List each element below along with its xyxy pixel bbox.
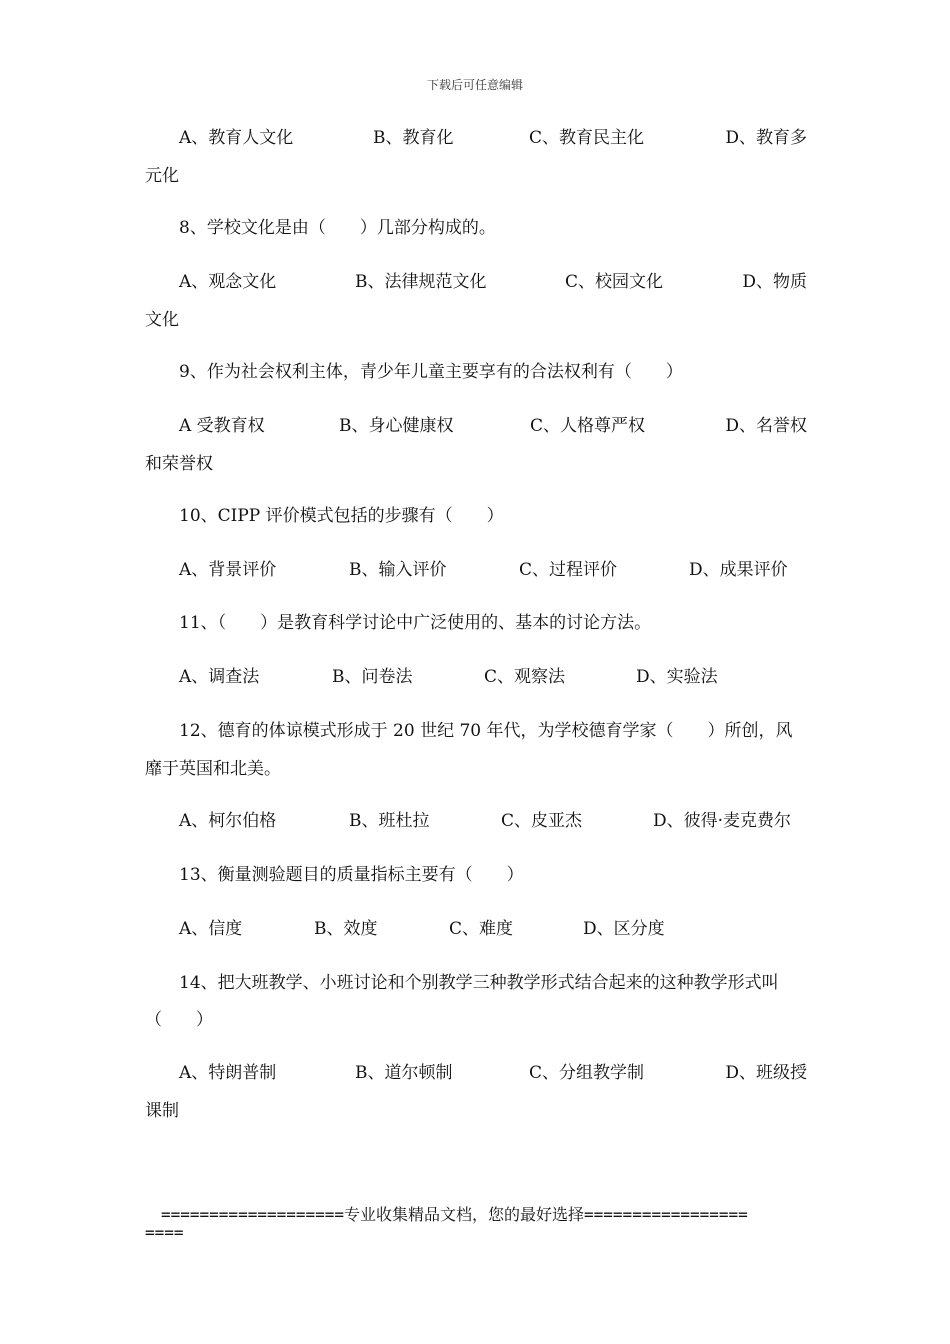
q12-option-d: D、彼得·麦克费尔 — [653, 811, 792, 831]
q10-option-d: D、成果评价 — [689, 560, 788, 580]
q9-options — [145, 414, 807, 438]
q11-option-a: A、调查法 — [179, 667, 260, 687]
q7-continuation: 元化 — [145, 166, 179, 186]
q12-option-c: C、皮亚杰 — [501, 811, 583, 831]
q9-option-d: D、名誉权 — [725, 416, 807, 436]
q14-option-d: D、班级授 — [725, 1063, 807, 1083]
q13-option-c: C、难度 — [449, 919, 514, 939]
q11-stem: 11、（ ）是教育科学讨论中广泛使用的、基本的讨论方法。 — [179, 613, 652, 633]
q11-option-d: D、实验法 — [636, 667, 718, 687]
q14-option-c: C、分组教学制 — [529, 1063, 645, 1083]
q11-option-c: C、观察法 — [484, 667, 566, 687]
q8-stem: 8、学校文化是由（ ）几部分构成的。 — [179, 218, 496, 238]
q13-option-b: B、效度 — [314, 919, 378, 939]
q10-stem: 10、CIPP 评价模式包括的步骤有（ ） — [179, 506, 504, 526]
page-footer — [145, 1206, 807, 1242]
q13-option-a: A、信度 — [179, 919, 243, 939]
q7-options — [145, 126, 807, 150]
q10-option-b: B、输入评价 — [349, 560, 447, 580]
q14-continuation: 课制 — [145, 1101, 179, 1121]
q14-option-b: B、道尔顿制 — [355, 1063, 453, 1083]
q9-continuation: 和荣誉权 — [145, 454, 213, 474]
q10-option-c: C、过程评价 — [519, 560, 618, 580]
q10-option-a: A、背景评价 — [179, 560, 277, 580]
q8-option-c: C、校园文化 — [565, 272, 664, 292]
q14-option-a: A、特朗普制 — [179, 1063, 277, 1083]
q13-options — [145, 917, 807, 941]
q12-stem-line1: 12、德育的体谅模式形成于 20 世纪 70 年代，为学校德育学家（ ）所创，风 — [179, 721, 793, 741]
q7-option-a: A、教育人文化 — [179, 128, 294, 148]
q14-options — [145, 1061, 807, 1085]
q8-continuation: 文化 — [145, 310, 179, 330]
q9-option-a: A 受教育权 — [179, 416, 265, 436]
page-header: 下载后可任意编辑 — [426, 78, 523, 92]
footer-line1: ===================专业收集精品文档，您的最好选择================= — [161, 1205, 748, 1224]
q13-option-d: D、区分度 — [583, 919, 665, 939]
q11-options — [145, 665, 807, 689]
q10-options — [145, 558, 807, 582]
q8-option-b: B、法律规范文化 — [355, 272, 487, 292]
q11-option-b: B、问卷法 — [332, 667, 413, 687]
q7-option-b: B、教育化 — [373, 128, 454, 148]
q12-stem-line2: 靡于英国和北美。 — [145, 759, 281, 779]
q14-stem-line2: （ ） — [145, 1010, 213, 1030]
q9-option-b: B、身心健康权 — [339, 416, 454, 436]
q12-option-a: A、柯尔伯格 — [179, 811, 277, 831]
q8-option-a: A、观念文化 — [179, 272, 277, 292]
q7-option-d: D、教育多 — [725, 128, 807, 148]
q8-option-d: D、物质 — [742, 272, 807, 292]
footer-line2: ==== — [145, 1223, 184, 1242]
q12-option-b: B、班杜拉 — [349, 811, 430, 831]
q12-options — [145, 809, 807, 833]
q14-stem-line1: 14、把大班教学、小班讨论和个别教学三种教学形式结合起来的这种教学形式叫 — [179, 973, 779, 993]
q7-option-c: C、教育民主化 — [529, 128, 645, 148]
q8-options — [145, 270, 807, 294]
q9-option-c: C、人格尊严权 — [530, 416, 646, 436]
q13-stem: 13、衡量测验题目的质量指标主要有（ ） — [179, 865, 524, 885]
q9-stem: 9、作为社会权利主体，青少年儿童主要享有的合法权利有（ ） — [179, 362, 683, 382]
